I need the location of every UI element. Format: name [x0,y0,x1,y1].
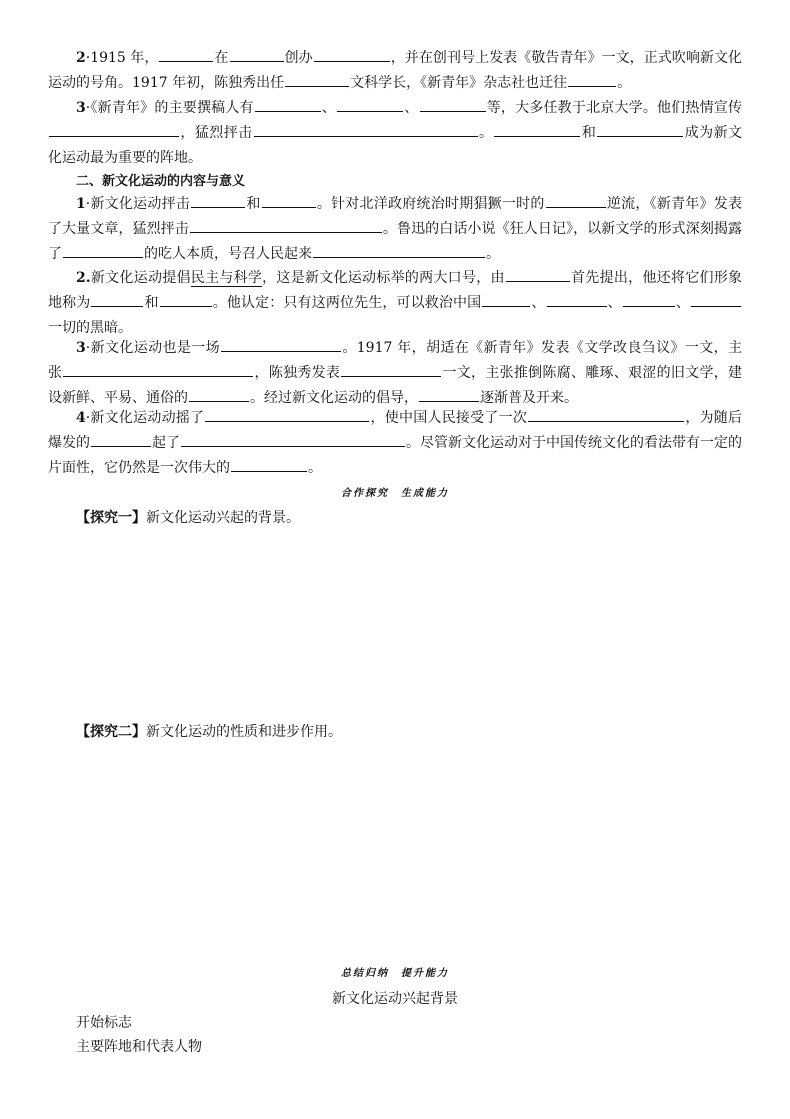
fill-blank[interactable] [189,387,249,402]
text: 逆流，《新青年》发表了大量文章，猛烈抨击 [48,196,743,237]
text: 、 [321,100,337,116]
text: 的吃人本质，号召人民起来 [144,246,312,262]
content-item-3 [48,336,742,411]
fill-blank[interactable] [191,193,245,208]
fill-blank[interactable] [482,292,530,307]
fill-blank[interactable] [314,47,390,62]
explore-2 [76,722,342,742]
fill-blank[interactable] [190,218,382,233]
fill-blank[interactable] [255,97,321,112]
text: 、 [404,100,419,116]
text: 。 [486,246,500,262]
text: ，使中国人民接受了一次 [370,410,528,426]
fill-blank[interactable] [285,72,349,87]
fill-blank[interactable] [546,193,606,208]
text: 。尽管新文化运动对于中国传统文化的看法带有一定的片面性，它仍然是一次伟大的 [48,435,742,476]
text: 首先提出，他还将它们形象地称为 [48,270,743,311]
fill-blank[interactable] [63,243,143,258]
fill-blank[interactable] [159,47,213,62]
text: ·新文化运动抨击 [85,196,191,212]
explore-text: 新文化运动兴起的背景。 [146,510,300,526]
text: 创办 [284,50,313,66]
text: 新文化运动提倡 [90,270,191,286]
fill-blank[interactable] [230,47,284,62]
text: 。针对北洋政府统治时期猖獗一时的 [316,196,545,212]
summary-title: 新文化运动兴起背景 [332,991,458,1007]
item-number: 3 [76,340,86,356]
text: 。 [308,460,322,476]
text: ，陈独秀发表 [254,365,341,381]
fill-blank[interactable] [231,457,307,472]
section-heading: 二、新文化运动的内容与意义 [76,174,246,189]
content-item-2 [48,266,742,341]
text: 。经过新文化运动的倡导， [250,390,418,406]
item-number: 3 [76,100,86,116]
fill-blank[interactable] [254,122,478,137]
text: 。鲁迅的白话小说《狂人日记》，以新文学的形式深刻揭露了 [48,221,743,262]
item-number: 4 [76,410,86,426]
explore-tag: 【探究二】 [76,724,146,740]
item-number: 2 [76,50,86,66]
text: 、 [531,295,546,311]
text: 和 [246,196,261,212]
fill-blank[interactable] [91,432,151,447]
item-number: 2. [76,270,91,286]
text: 等，大多任教于北京大学。他们热情宣传 [486,100,743,116]
fill-blank[interactable] [160,292,212,307]
text: ·新文化运动动摇了 [85,410,205,426]
content-item-1 [48,192,742,267]
text: ，猛烈抨击 [180,125,253,141]
explore-1 [76,508,300,528]
fill-blank[interactable] [419,387,479,402]
item-number: 1 [76,196,86,212]
paragraph-2 [48,46,742,96]
section-banner-summary: 总结归纳 提升能力 [341,968,449,979]
text: ·1915 年， [85,50,159,66]
fill-blank[interactable] [63,362,253,377]
text: 。1917 年，胡适在《新青年》发表《文学改良刍议》一文，主张 [48,340,743,381]
fill-blank[interactable] [528,407,684,422]
text: 逐渐普及开来。 [480,390,578,406]
fill-blank[interactable] [691,292,741,307]
text: 、 [675,295,691,311]
text: 起了 [152,435,180,451]
text: 和 [144,295,159,311]
text: ·新文化运动也是一场 [85,340,221,356]
fill-blank[interactable] [568,72,616,87]
summary-item: 主要阵地和代表人物 [76,1039,202,1055]
fill-blank[interactable] [506,267,570,282]
fill-blank[interactable] [494,122,580,137]
explore-text: 新文化运动的性质和进步作用。 [146,724,342,740]
fill-blank[interactable] [181,432,405,447]
text: 在 [214,50,229,66]
fill-blank[interactable] [623,292,675,307]
paragraph-3 [48,96,742,171]
underlined-text: 民主与科学 [190,270,263,286]
fill-blank[interactable] [337,97,403,112]
fill-blank[interactable] [313,243,485,258]
fill-blank[interactable] [547,292,607,307]
fill-blank[interactable] [420,97,486,112]
explore-tag: 【探究一】 [76,510,146,526]
text: 成为新文化运动最为重要的阵地。 [48,125,743,166]
text: 、 [607,295,622,311]
summary-item: 开始标志 [76,1015,132,1031]
text: 。 [617,75,632,91]
fill-blank[interactable] [262,193,316,208]
fill-blank[interactable] [91,292,143,307]
text: 。他认定：只有这两位先生，可以救治中国 [212,295,482,311]
text: 。 [478,125,494,141]
fill-blank[interactable] [205,407,369,422]
text: ·《新青年》的主要撰稿人有 [85,100,254,116]
text: ，这是新文化运动标举的两大口号，由 [262,270,505,286]
fill-blank[interactable] [597,122,683,137]
text: ，并在创刊号上发表《敬告青年》一文，正式吹响新文化运动的号角。1917 年初，陈独秀出任 [48,50,743,91]
text: 和 [581,125,597,141]
text: 一切的黑暗。 [48,320,132,336]
text: 文科学长，《新青年》杂志社也迁往 [350,75,568,91]
fill-blank[interactable] [221,337,341,352]
fill-blank[interactable] [341,362,441,377]
text: ，为随后爆发的 [48,410,743,451]
content-item-4 [48,406,742,481]
section-banner-cooperative: 合作探究 生成能力 [341,488,449,499]
fill-blank[interactable] [49,122,179,137]
text: 一文，主张推倒陈腐、雕琢、艰涩的旧文学，建设新鲜、平易、通俗的 [48,365,743,406]
